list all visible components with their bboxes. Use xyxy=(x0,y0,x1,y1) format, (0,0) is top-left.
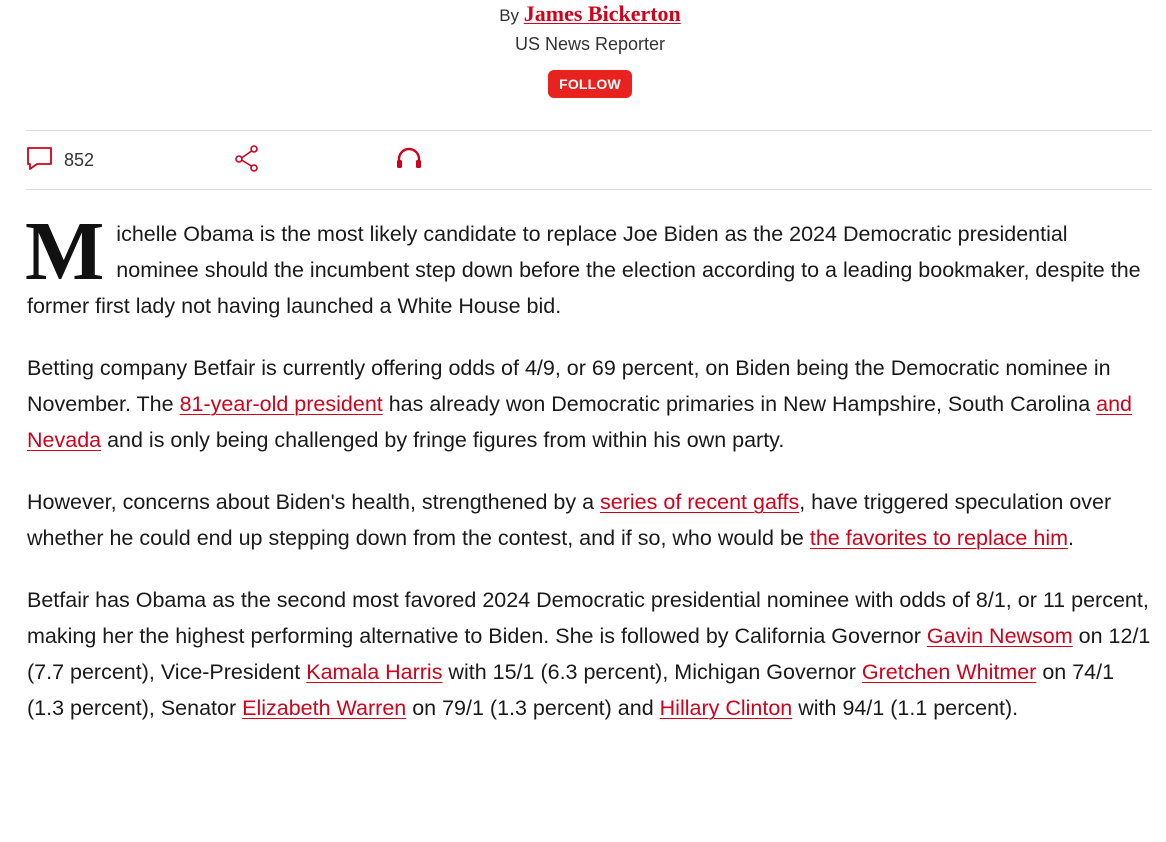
comment-icon xyxy=(26,145,54,176)
link-series-of-recent-gaffs[interactable]: series of recent gaffs xyxy=(600,490,800,514)
paragraph-text: on 12/1 (7.7 percent), Vice-President xyxy=(27,624,1151,684)
link-kamala-harris[interactable]: Kamala Harris xyxy=(306,660,443,684)
listen-button[interactable] xyxy=(394,131,424,189)
link-81-year-old-president[interactable]: 81-year-old president xyxy=(179,392,383,416)
follow-button[interactable]: FOLLOW xyxy=(548,70,632,98)
link-hillary-clinton[interactable]: Hillary Clinton xyxy=(659,696,793,720)
article-toolbar xyxy=(26,130,1152,190)
link-elizabeth-warren[interactable]: Elizabeth Warren xyxy=(242,696,407,720)
link-and-nevada[interactable]: and Nevada xyxy=(27,392,1132,452)
headphones-icon xyxy=(394,143,424,178)
share-button[interactable] xyxy=(232,131,262,189)
paragraph-text: . xyxy=(1068,526,1074,550)
paragraph-text: has already won Democratic primaries in New Hampshire, South Carolina xyxy=(382,392,1097,416)
paragraph-text: on 74/1 (1.3 percent), Senator xyxy=(27,660,1115,720)
share-icon xyxy=(232,143,262,178)
link-gretchen-whitmer[interactable]: Gretchen Whitmer xyxy=(861,660,1037,684)
paragraph-text: with 94/1 (1.1 percent). xyxy=(792,696,1019,720)
paragraph-text: on 79/1 (1.3 percent) and xyxy=(406,696,660,720)
byline xyxy=(0,0,1166,98)
paragraph-text: , have triggered speculation over whether he could end up stepping down from the contest, and if so, who would be xyxy=(27,490,1112,550)
byline-prefix: By xyxy=(499,6,520,25)
paragraph-text: with 15/1 (6.3 percent), Michigan Governor xyxy=(442,660,862,684)
comment-count: 852 xyxy=(64,149,95,170)
paragraph-text: However, concerns about Biden's health, strengthened by a xyxy=(27,490,601,514)
paragraph-text: and is only being challenged by fringe figures from within his own party. xyxy=(101,428,785,452)
drop-cap: M xyxy=(25,205,105,298)
paragraph-text: Betting company Betfair is currently offering odds of 4/9, or 69 percent, on Biden being the Democratic nominee in November. The xyxy=(27,356,1111,416)
paragraph-text: Betfair has Obama as the second most favored 2024 Democratic presidential nominee with odds of 8/1, or 11 percent, making her the highest performing alternative to Biden. She is followed by California Governor xyxy=(27,588,1149,648)
link-favorites-to-replace-him[interactable]: the favorites to replace him xyxy=(809,526,1069,550)
author-link[interactable]: James Bickerton xyxy=(523,1,681,26)
paragraph-1 xyxy=(25,205,1152,324)
comments-button[interactable] xyxy=(26,131,94,189)
paragraph-1-text: ichelle Obama is the most likely candidate to replace Joe Biden as the 2024 Democratic presidential nominee should the incumbent step down before the election according to a leading bookmaker, despite the former first lady not having launched a White House bid. xyxy=(27,222,1141,318)
paragraph-3 xyxy=(27,484,1152,556)
link-gavin-newsom[interactable]: Gavin Newsom xyxy=(926,624,1073,648)
paragraph-2 xyxy=(27,350,1152,458)
paragraph-4 xyxy=(27,582,1152,726)
author-role: US News Reporter xyxy=(514,34,666,54)
article-body xyxy=(25,205,1152,752)
